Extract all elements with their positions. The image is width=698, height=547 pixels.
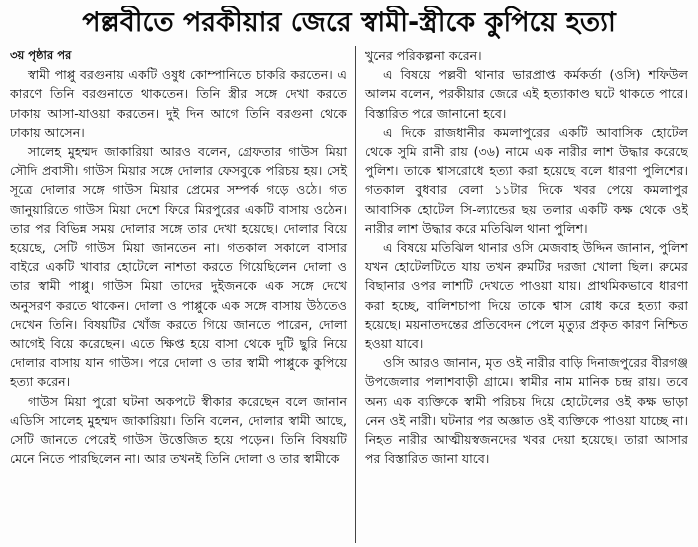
continued-from-label: ৩য় পৃষ্ঠার পর [10,48,72,62]
article-columns [10,46,688,543]
right-paragraph-3: এ দিকে রাজধানীর কমলাপুরের একটি আবাসিক হোটেল থেকে সুমি রানী রায় (৩৬) নামে এক নারীর লাশ উদ্ধার করেছে পুলিশ। তাকে শ্বাসরোধে হত্যা করা হয়েছে বলে ধারণা পুলিশের। গতকাল বুধবার বেলা ১১টার দিকে খবর পেয়ে কমলাপুর আবাসিক হোটেল সি-ল্যান্ডের ছয় তলার একটি কক্ষ থেকে ওই নারীর লাশ উদ্ধার করে মতিঝিল থানা পুলিশ। [365,124,688,236]
article-column-left [10,46,356,543]
article-column-right [356,46,688,543]
left-paragraph-1: স্বামী পাপ্পু বরগুনায় একটি ওষুধ কোম্পানিতে চাকরি করতেন। এ কারণে তিনি বরগুনাতে থাকতেন। তিনি স্ত্রীর সঙ্গে দেখা করতে ঢাকায় আসা-যাওয়া করতেন। দুই দিন আগে তিনি বরগুনা থেকে ঢাকায় আসেন। [10,67,347,140]
article-headline: পল্লবীতে পরকীয়ার জেরে স্বামী-স্ত্রীকে কুপিয়ে হত্যা [82,7,616,38]
right-paragraph-2: এ বিষয়ে পল্লবী থানার ভারপ্রাপ্ত কর্মকর্তা (ওসি) শফিউল আলম বলেন, পরকীয়ার জেরে এই হত্যাকাণ্ড ঘটে থাকতে পারে। বিস্তারিত পরে জানানো হবে। [365,67,688,121]
left-paragraph-2: সালেহ মুহম্মদ জাকারিয়া আরও বলেন, গ্রেফতার গাউস মিয়া সৌদি প্রবাসী। গাউস মিয়ার সঙ্গে দোলার ফেসবুকে পরিচয় হয়। সেই সূত্রে দোলার সঙ্গে গাউস মিয়ার প্রেমের সম্পর্ক গড়ে ওঠে। গত জানুয়ারিতে গাউস মিয়া দেশে ফিরে মিরপুরের একটি বাসায় ওঠেন। তার পর বিভিন্ন সময় দোলার সঙ্গে তার দেখা হয়েছে। দোলার বিয়ে হয়েছে, সেটি গাউস মিয়া জানতেন না। গতকাল সকালে বাসার বাইরে একটি খাবার হোটেলে নাশতা করতে গিয়েছিলেন দোলা ও তার স্বামী পাপ্পু। গাউস মিয়া তাদের দুইজনকে এক সঙ্গে দেখে অনুসরণ করতে থাকেন। দোলা ও পাপ্পুকে এক সঙ্গে বাসায় উঠতেও দেখেন তিনি। বিষয়টির খোঁজ করতে গিয়ে জানতে পারেন, দোলা আগেই বিয়ে করেছেন। এতে ক্ষিপ্ত হয়ে বাসা থেকে দুটি ছুরি নিয়ে দোলার বাসায় যান গাউস। পরে দোলা ও তার স্বামী পাপ্পুকে কুপিয়ে হত্যা করেন। [10,144,347,390]
right-paragraph-4: এ বিষয়ে মতিঝিল থানার ওসি মেজবাহ উদ্দিন জানান, পুলিশ যখন হোটেলটিতে যায় তখন রুমটির দরজা খোলা ছিল। রুমের বিছানার ওপর লাশটি দেখতে পাওয়া যায়। প্রাথমিকভাবে ধারণা করা হচ্ছে, বালিশচাপা দিয়ে তাকে শ্বাস রোধ করে হত্যা করা হয়েছে। ময়নাতদন্তের প্রতিবেদন পেলে মৃত্যুর প্রকৃত কারণ নিশ্চিত হওয়া যাবে। [365,240,688,352]
right-paragraph-5: ওসি আরও জানান, মৃত ওই নারীর বাড়ি দিনাজপুরের বীরগঞ্জ উপজেলার পলাশবাড়ী গ্রামে। স্বামীর নাম মানিক চন্দ্র রায়। তবে অন্য এক ব্যক্তিকে স্বামী পরিচয় দিয়ে হোটেলের ওই কক্ষ ভাড়া নেন ওই নারী। ঘটনার পর অজ্ঞাত ওই ব্যক্তিকে পাওয়া যাচ্ছে না। নিহত নারীর আত্মীয়স্বজনদের খবর দেয়া হয়েছে। তারা আসার পর বিস্তারিত জানা যাবে। [365,355,688,467]
right-paragraph-1: খুনের পরিকল্পনা করেন। [365,48,482,63]
left-paragraph-3: গাউস মিয়া পুরো ঘটনা অকপটে স্বীকার করেছেন বলে জানান এডিসি সালেহ মুহম্মদ জাকারিয়া। তিনি বলেন, দোলার স্বামী আছে, সেটি জানতে পেরেই গাউস উত্তেজিত হয়ে পড়েন। তিনি বিষয়টি মেনে নিতে পারছিলেন না। আর তখনই তিনি দোলা ও তার স্বামীকে [10,393,347,467]
